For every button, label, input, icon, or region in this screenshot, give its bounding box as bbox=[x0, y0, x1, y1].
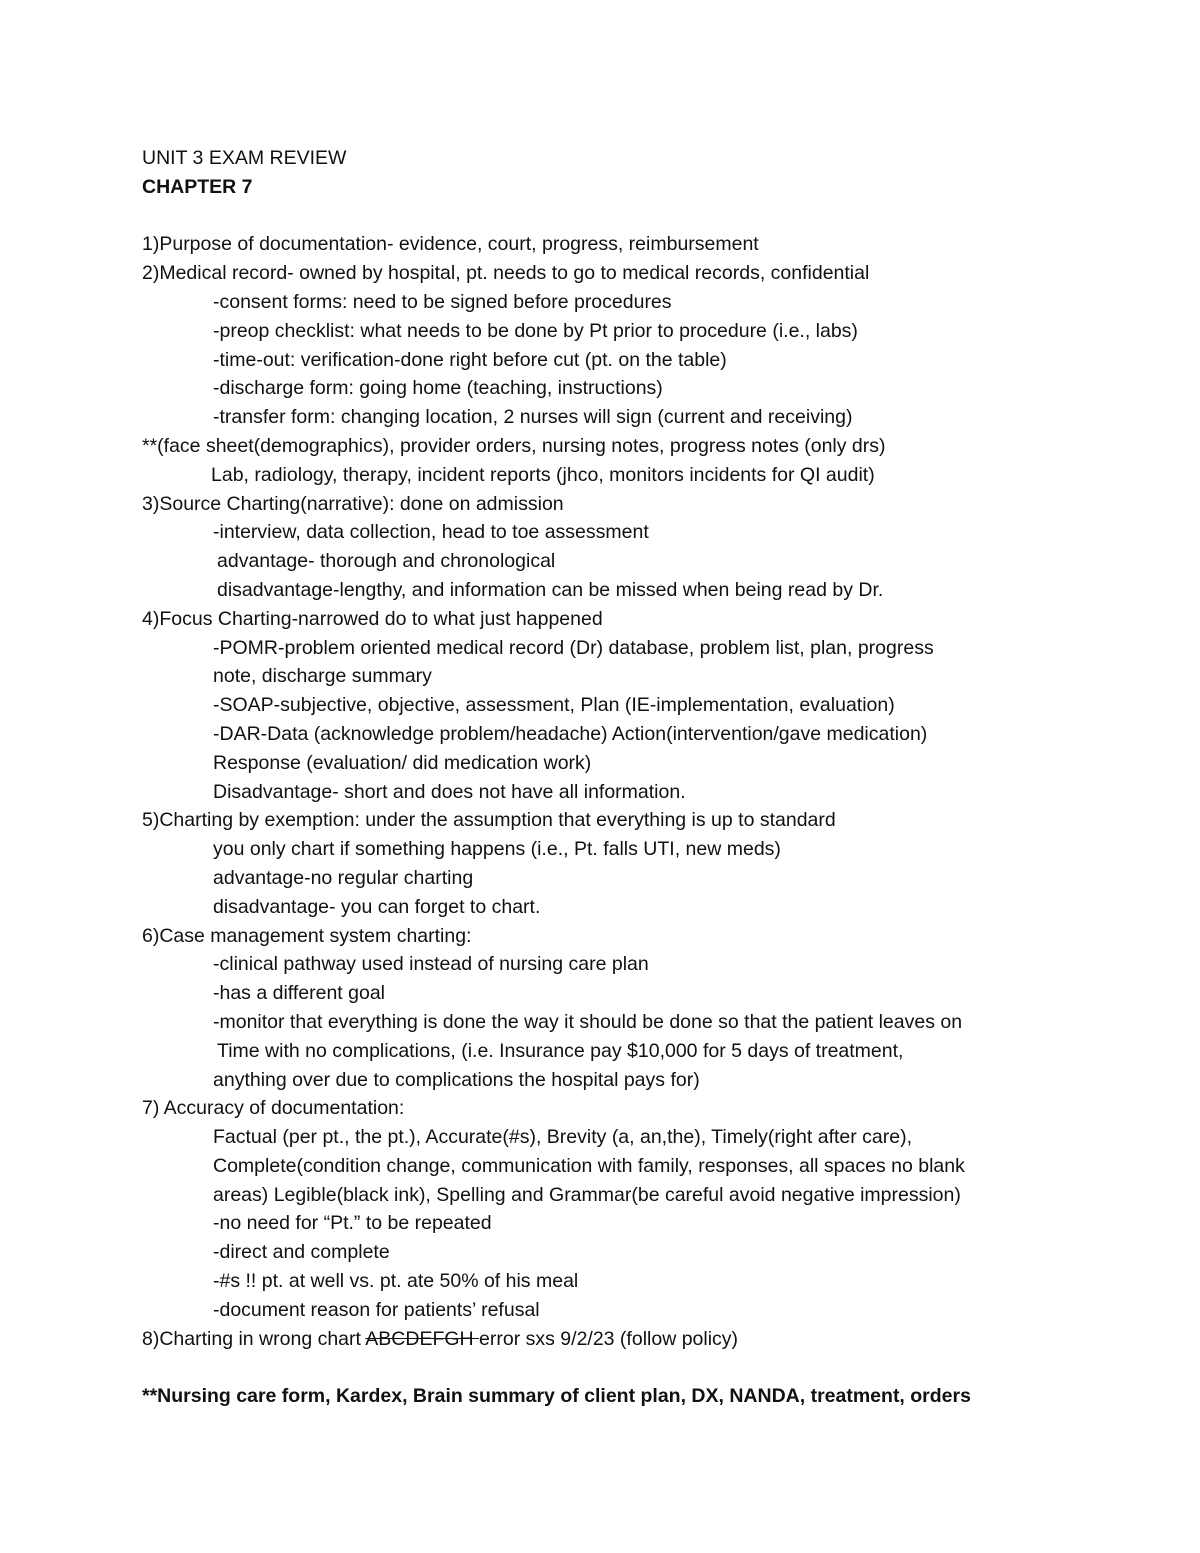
sub-numbers: -#s !! pt. at well vs. pt. ate 50% of his meal bbox=[213, 1270, 579, 1293]
sub-soap: -SOAP-subjective, objective, assessment, Plan (IE-implementation, evaluation) bbox=[213, 694, 895, 717]
item-5-charting-by-exemption: 5)Charting by exemption: under the assumption that everything is up to standard bbox=[142, 809, 836, 832]
item-7-accuracy: 7) Accuracy of documentation: bbox=[142, 1097, 405, 1120]
sub-factual: Factual (per pt., the pt.), Accurate(#s), Brevity (a, an,the), Timely(right after care), bbox=[213, 1126, 913, 1149]
item-4-focus-charting: 4)Focus Charting-narrowed do to what just happened bbox=[142, 607, 603, 630]
item-2-medical-record: 2)Medical record- owned by hospital, pt. needs to go to medical records, confidential bbox=[142, 262, 870, 285]
note-lab-radiology: Lab, radiology, therapy, incident reports (jhco, monitors incidents for QI audit) bbox=[211, 463, 875, 486]
sub-advantage-exemption: advantage-no regular charting bbox=[213, 866, 474, 889]
exam-review-document bbox=[142, 144, 1152, 1411]
sub-pomr-cont: note, discharge summary bbox=[213, 665, 432, 688]
item-3-source-charting: 3)Source Charting(narrative): done on admission bbox=[142, 492, 564, 515]
sub-consent-forms: -consent forms: need to be signed before procedures bbox=[213, 290, 672, 313]
sub-preop-checklist: -preop checklist: what needs to be done by Pt prior to procedure (i.e., labs) bbox=[213, 319, 858, 342]
sub-discharge-form: -discharge form: going home (teaching, instructions) bbox=[213, 377, 663, 400]
sub-interview: -interview, data collection, head to toe assessment bbox=[213, 521, 649, 544]
sub-complete: Complete(condition change, communication with family, responses, all spaces no blank bbox=[213, 1154, 965, 1177]
spacer bbox=[142, 1353, 1152, 1382]
sub-disadvantage: disadvantage-lengthy, and information can be missed when being read by Dr. bbox=[217, 578, 884, 601]
item-8-wrong-chart bbox=[142, 1325, 1152, 1354]
sub-legible: areas) Legible(black ink), Spelling and Grammar(be careful avoid negative impression) bbox=[213, 1183, 961, 1206]
sub-no-need-pt: -no need for “Pt.” to be repeated bbox=[213, 1212, 492, 1235]
note-face-sheet: **(face sheet(demographics), provider orders, nursing notes, progress notes (only drs) bbox=[142, 434, 886, 457]
sub-monitor-cont-2: anything over due to complications the hospital pays for) bbox=[213, 1068, 700, 1091]
sub-response: Response (evaluation/ did medication work) bbox=[213, 751, 592, 774]
document-title: UNIT 3 EXAM REVIEW bbox=[142, 147, 347, 169]
sub-dar: -DAR-Data (acknowledge problem/headache) Action(intervention/gave medication) bbox=[213, 722, 928, 745]
struck-out-text: ABCDEFGH bbox=[365, 1327, 480, 1350]
chapter-heading: CHAPTER 7 bbox=[142, 175, 253, 198]
sub-different-goal: -has a different goal bbox=[213, 982, 386, 1005]
sub-refusal: -document reason for patients’ refusal bbox=[213, 1298, 540, 1321]
sub-monitor: -monitor that everything is done the way it should be done so that the patient leaves on bbox=[213, 1010, 963, 1033]
item-6-case-management: 6)Case management system charting: bbox=[142, 924, 472, 947]
wrong-chart-label: 8)Charting in wrong chart bbox=[142, 1327, 366, 1350]
wrong-chart-note: error sxs 9/2/23 (follow policy) bbox=[479, 1327, 739, 1350]
note-nursing-care-form: **Nursing care form, Kardex, Brain summary of client plan, DX, NANDA, treatment, orders bbox=[142, 1385, 971, 1408]
sub-transfer-form: -transfer form: changing location, 2 nurses will sign (current and receiving) bbox=[213, 406, 853, 429]
sub-disadvantage-exemption: disadvantage- you can forget to chart. bbox=[213, 895, 541, 918]
spacer bbox=[142, 202, 1152, 231]
sub-monitor-cont: Time with no complications, (i.e. Insurance pay $10,000 for 5 days of treatment, bbox=[217, 1039, 904, 1062]
sub-pomr: -POMR-problem oriented medical record (Dr) database, problem list, plan, progress bbox=[213, 636, 934, 659]
sub-disadvantage-focus: Disadvantage- short and does not have all information. bbox=[213, 780, 686, 803]
sub-clinical-pathway: -clinical pathway used instead of nursing care plan bbox=[213, 953, 649, 976]
sub-direct-complete: -direct and complete bbox=[213, 1241, 390, 1264]
sub-advantage: advantage- thorough and chronological bbox=[217, 550, 556, 573]
item-1-purpose: 1)Purpose of documentation- evidence, court, progress, reimbursement bbox=[142, 233, 759, 256]
sub-only-chart: you only chart if something happens (i.e., Pt. falls UTI, new meds) bbox=[213, 838, 781, 861]
sub-time-out: -time-out: verification-done right before cut (pt. on the table) bbox=[213, 348, 727, 371]
